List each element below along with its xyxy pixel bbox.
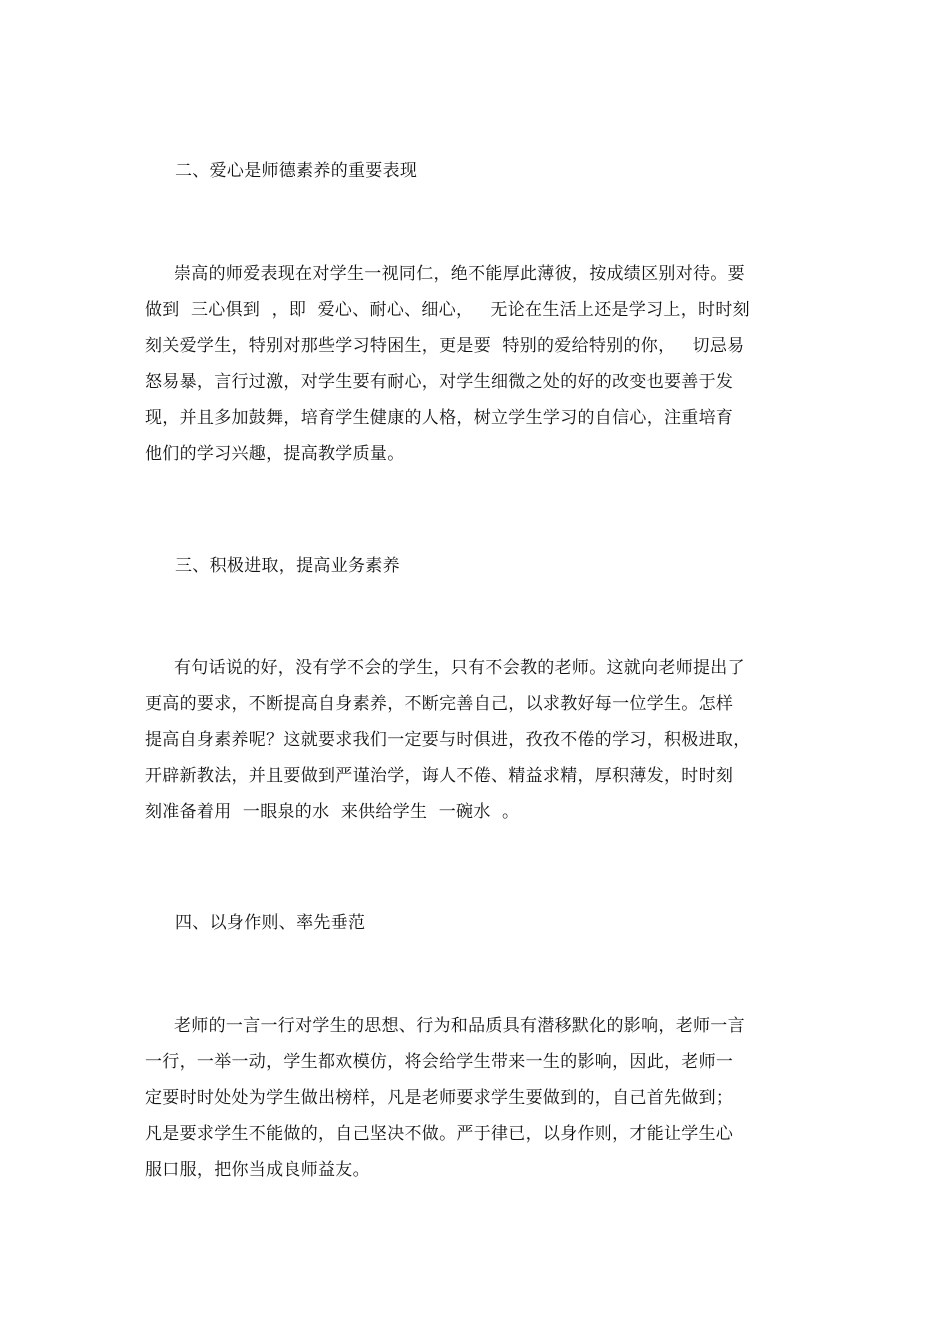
section-heading-4: 四、以身作则、率先垂范 bbox=[175, 913, 366, 933]
paragraph-line: 刻准备着用 一眼泉的水 来供给学生 一碗水 。 bbox=[145, 802, 520, 822]
paragraph-line: 崇高的师爱表现在对学生一视同仁，绝不能厚此薄彼，按成绩区别对待。要 bbox=[174, 264, 745, 284]
paragraph-line: 服口服，把你当成良师益友。 bbox=[145, 1160, 370, 1180]
section-paragraph-2 bbox=[145, 261, 810, 477]
section-heading-3: 三、积极进取，提高业务素养 bbox=[175, 556, 400, 576]
paragraph-line: 凡是要求学生不能做的，自己坚决不做。严于律已，以身作则，才能让学生心 bbox=[145, 1124, 734, 1144]
paragraph-line: 刻关爱学生，特别对那些学习特困生，更是要 特别的爱给特别的你， 切忌易 bbox=[145, 336, 745, 356]
section-paragraph-3 bbox=[145, 655, 810, 835]
paragraph-line: 更高的要求，不断提高自身素养，不断完善自己，以求教好每一位学生。怎样 bbox=[145, 694, 734, 714]
paragraph-line: 做到 三心俱到 ，即 爱心、耐心、细心， 无论在生活上还是学习上，时时刻 bbox=[145, 300, 750, 320]
paragraph-line: 有句话说的好，没有学不会的学生，只有不会教的老师。这就向老师提出了 bbox=[174, 658, 745, 678]
paragraph-line: 老师的一言一行对学生的思想、行为和品质具有潜移默化的影响，老师一言 bbox=[174, 1016, 745, 1036]
paragraph-line: 他们的学习兴趣，提高教学质量。 bbox=[145, 444, 405, 464]
paragraph-line: 现，并且多加鼓舞，培育学生健康的人格，树立学生学习的自信心，注重培育 bbox=[145, 408, 734, 428]
paragraph-line: 一行，一举一动，学生都欢模仿，将会给学生带来一生的影响，因此，老师一 bbox=[145, 1052, 734, 1072]
paragraph-line: 怒易暴，言行过激，对学生要有耐心，对学生细微之处的好的改变也要善于发 bbox=[145, 372, 734, 392]
paragraph-line: 定要时时处处为学生做出榜样，凡是老师要求学生要做到的，自己首先做到； bbox=[145, 1088, 734, 1108]
paragraph-line: 提高自身素养呢？这就要求我们一定要与时俱进，孜孜不倦的学习，积极进取， bbox=[145, 730, 751, 750]
section-heading-2: 二、爱心是师德素养的重要表现 bbox=[175, 161, 418, 181]
paragraph-line: 开辟新教法，并且要做到严谨治学，诲人不倦、精益求精，厚积薄发，时时刻 bbox=[145, 766, 734, 786]
section-paragraph-4 bbox=[145, 1013, 810, 1193]
